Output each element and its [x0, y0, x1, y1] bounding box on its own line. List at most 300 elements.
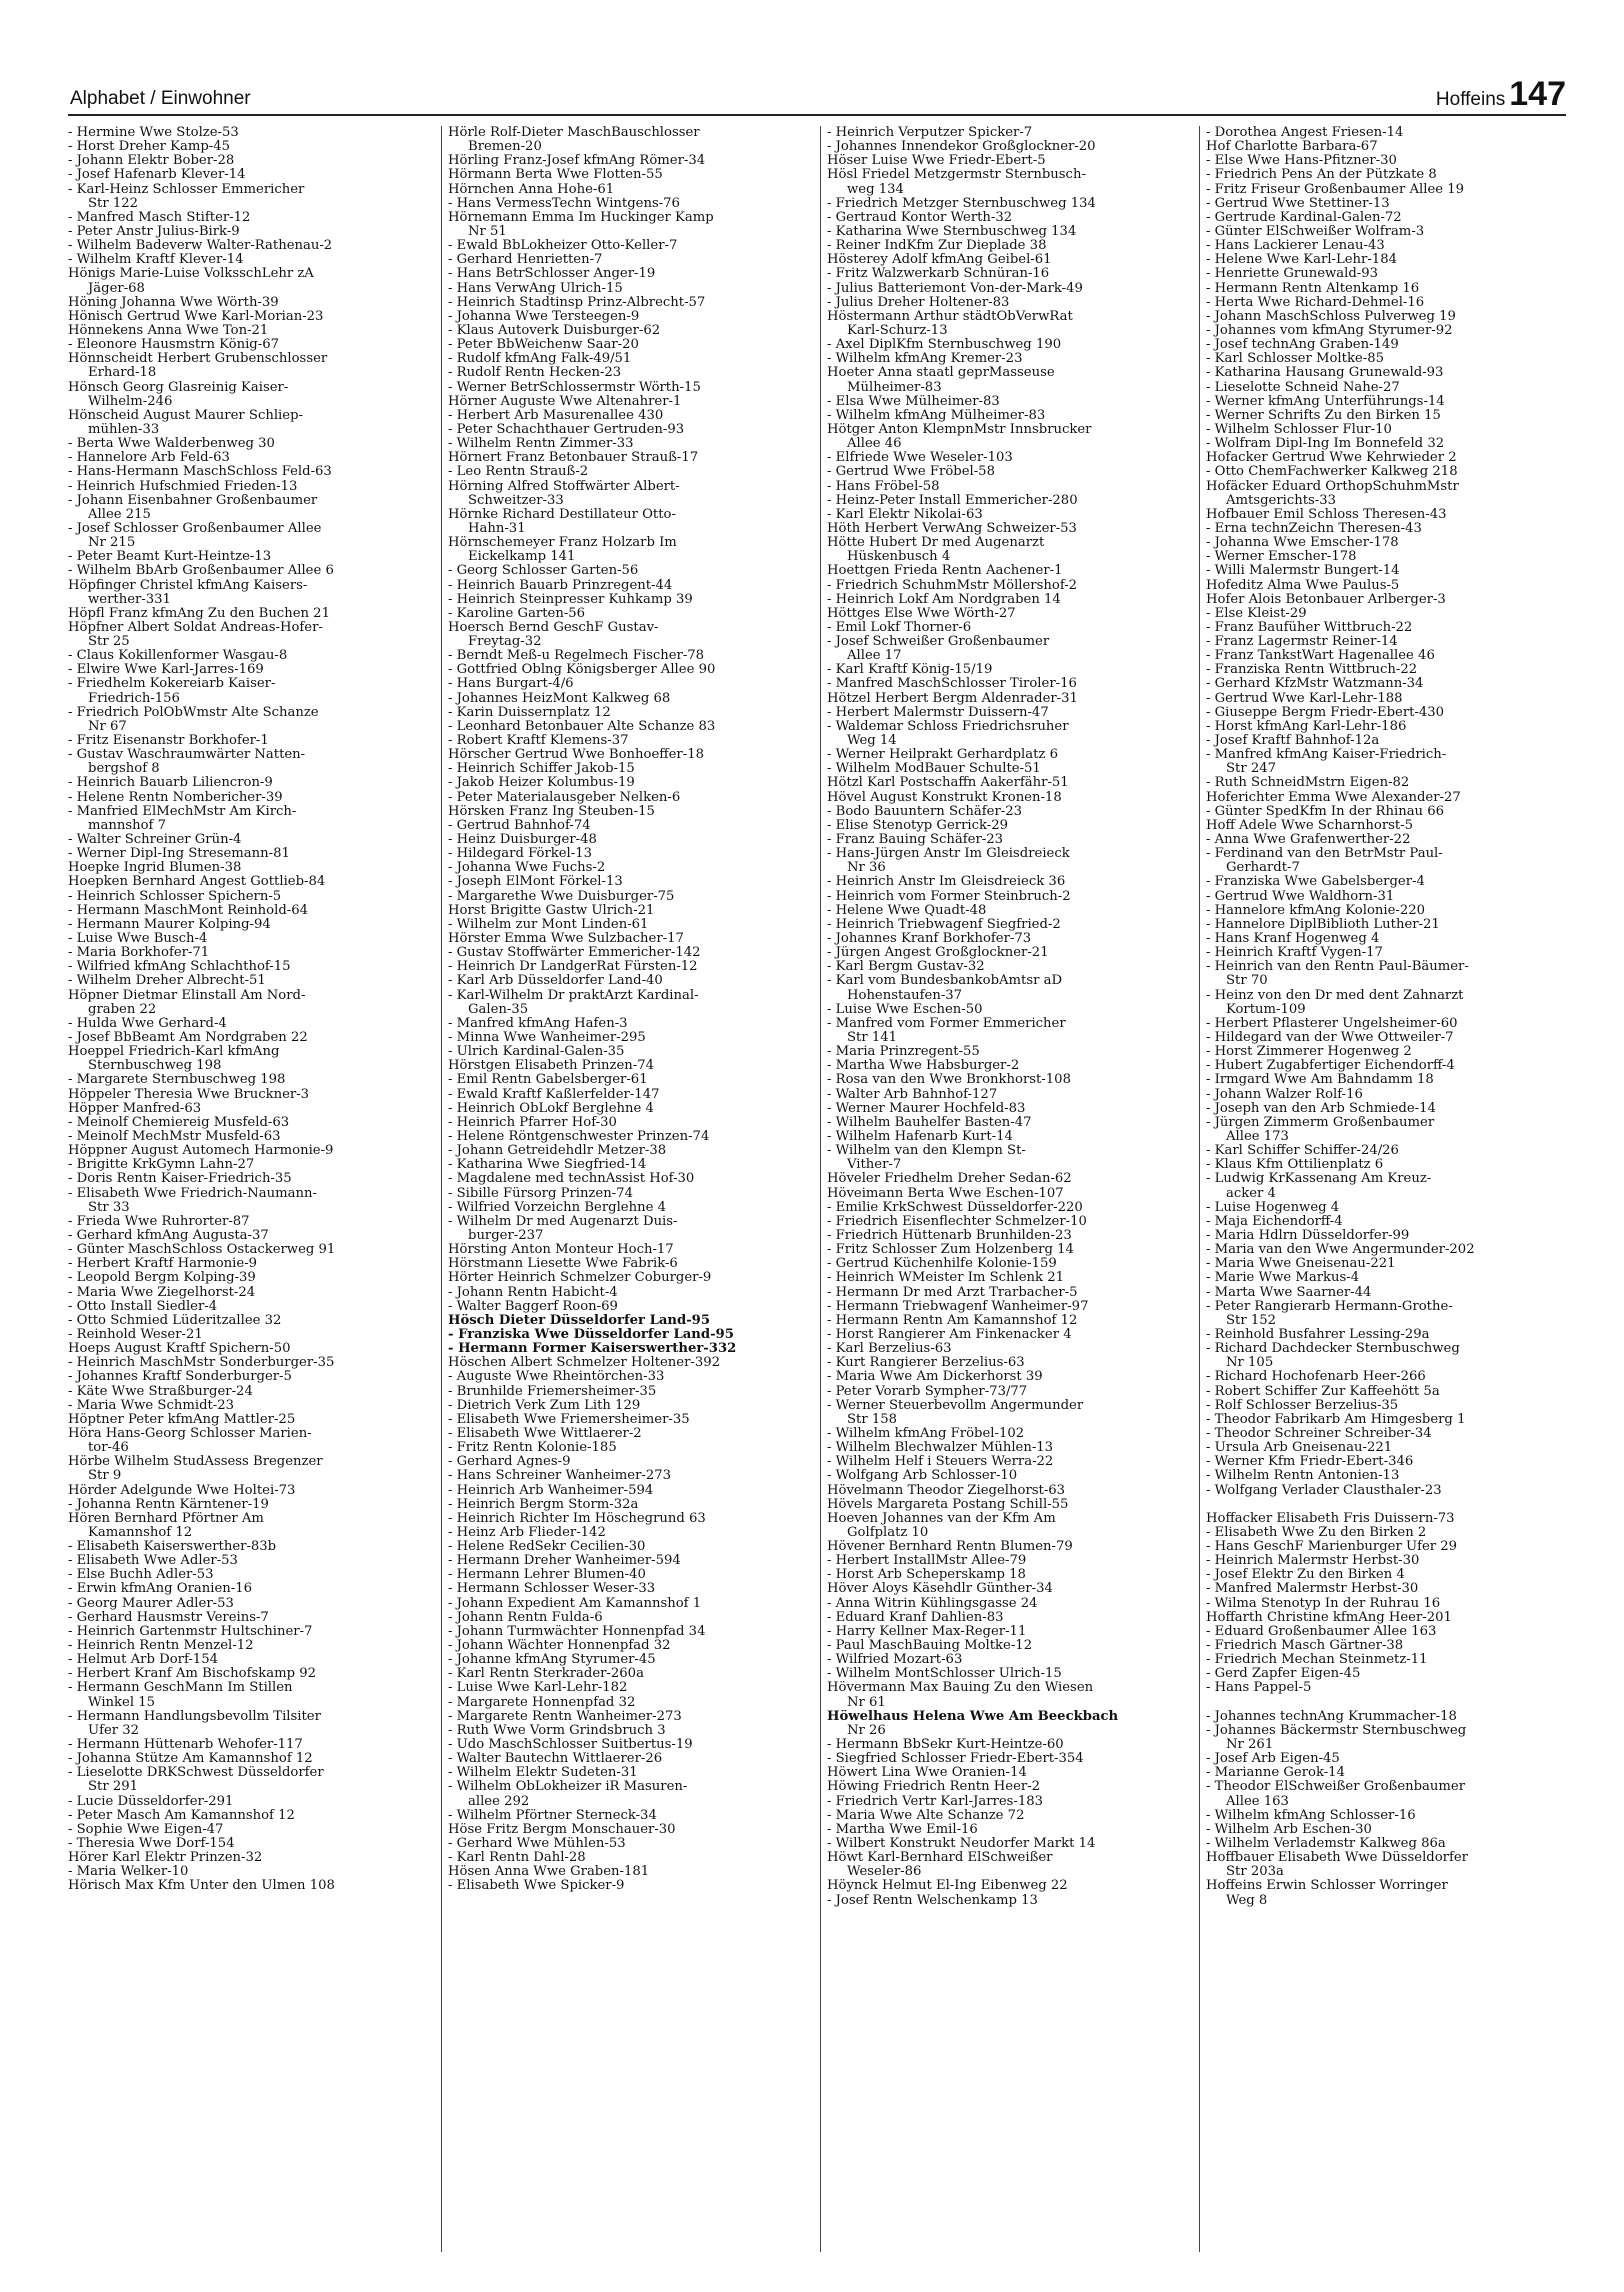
- directory-entry: Hörnke Richard Destillateur Otto-: [448, 507, 676, 522]
- directory-entry: - Hans Pappel-5: [1206, 1681, 1312, 1696]
- directory-entry: - Manfred Malermstr Herbst-30: [1206, 1582, 1419, 1597]
- directory-entry: - Katharina Wwe Sternbuschweg 134: [827, 224, 1077, 239]
- directory-entry: - Heinrich Stadtinsp Prinz-Albrecht-57: [448, 295, 706, 310]
- directory-entry: - Josef Kraftf Bahnhof-12a: [1206, 734, 1380, 749]
- section-title: Alphabet / Einwohner: [70, 88, 251, 109]
- directory-entry: - Margarethe Wwe Duisburger-75: [448, 889, 675, 904]
- directory-entry: - Robert Schiffer Zur Kaffeehött 5a: [1206, 1384, 1440, 1399]
- directory-entry: - Heinz von den Dr med dent Zahnarzt: [1206, 988, 1464, 1003]
- directory-entry: Nr 36: [847, 861, 886, 876]
- directory-entry: - Gertrud Wwe Waldhorn-31: [1206, 889, 1395, 904]
- directory-entry: - Emil Lokf Thorner-6: [827, 620, 972, 635]
- directory-entry: Höver Aloys Käsehdlr Günther-34: [827, 1582, 1053, 1597]
- directory-entry: - Wilhelm Rentn Zimmer-33: [448, 437, 634, 452]
- directory-entry: Höth Herbert VerwAng Schweizer-53: [827, 521, 1077, 536]
- directory-entry: - Gertrud Wwe Stettiner-13: [1206, 196, 1390, 211]
- directory-entry: - Josef Arb Eigen-45: [1206, 1752, 1340, 1767]
- directory-entry: - Karl Bergm Gustav-32: [827, 960, 985, 975]
- directory-entry: - Wolfgang Arb Schlosser-10: [827, 1469, 1018, 1484]
- directory-entry: - Luise Wwe Busch-4: [68, 932, 208, 947]
- directory-entry: - Paul MaschBauing Moltke-12: [827, 1639, 1033, 1654]
- directory-entry: Str 25: [88, 635, 130, 650]
- directory-entry: Hötzel Herbert Bergm Aldenrader-31: [827, 691, 1078, 706]
- directory-entry: Höppner August Automech Harmonie-9: [68, 1144, 334, 1159]
- directory-entry: - Johannes HeizMont Kalkweg 68: [448, 691, 671, 706]
- directory-entry: Hahn-31: [468, 521, 526, 536]
- directory-entry: - Katharina Hausang Grunewald-93: [1206, 366, 1444, 381]
- directory-entry: - Fritz Rentn Kolonie-185: [448, 1441, 617, 1456]
- directory-entry: - Giuseppe Bergm Friedr-Ebert-430: [1206, 705, 1445, 720]
- directory-entry: - Maria Prinzregent-55: [827, 1045, 980, 1060]
- directory-entry: Hörning Alfred Stoffwärter Albert-: [448, 479, 680, 494]
- directory-entry: Höser Luise Wwe Friedr-Ebert-5: [827, 154, 1046, 169]
- directory-entry: - Otto Install Siedler-4: [68, 1299, 218, 1314]
- directory-entry: - Karl vom BundesbankobAmtsr aD: [827, 974, 1063, 989]
- directory-entry: Str 291: [88, 1780, 139, 1795]
- directory-entry: - Elisabeth Wwe Wittlaerer-2: [448, 1426, 642, 1441]
- directory-entry: - Julius Dreher Holtener-83: [827, 295, 1010, 310]
- directory-entry: Nr 67: [88, 719, 127, 734]
- directory-entry: - Wilhelm MontSchlosser Ulrich-15: [827, 1667, 1062, 1682]
- directory-entry: mühlen-33: [88, 422, 160, 437]
- directory-entry: - Friedrich Metzger Sternbuschweg 134: [827, 196, 1096, 211]
- directory-entry: - Franz Baufüher Wittbruch-22: [1206, 620, 1413, 635]
- directory-entry: - Helene Rentn Nombericher-39: [68, 790, 283, 805]
- directory-entry: - Herbert Pflasterer Ungelsheimer-60: [1206, 1016, 1458, 1031]
- directory-entry: - Hermann Hüttenarb Wehofer-117: [68, 1738, 303, 1753]
- directory-entry: - Else Buchh Adler-53: [68, 1568, 214, 1583]
- directory-entry: - Wilhelm ModBauer Schulte-51: [827, 762, 1041, 777]
- directory-entry: - Hermann Handlungsbevollm Tilsiter: [68, 1709, 321, 1724]
- directory-entry: - Gerd Zapfer Eigen-45: [1206, 1667, 1361, 1682]
- directory-entry: Höra Hans-Georg Schlosser Marien-: [68, 1426, 312, 1441]
- directory-entry: - Ulrich Kardinal-Galen-35: [448, 1045, 625, 1060]
- directory-entry: - Maria Wwe Alte Schanze 72: [827, 1808, 1025, 1823]
- directory-entry: Str 122: [88, 196, 139, 211]
- directory-entry: - Frieda Wwe Ruhrorter-87: [68, 1214, 250, 1229]
- directory-entry: Hoeps August Kraftf Spichern-50: [68, 1342, 291, 1357]
- directory-entry: Kortum-109: [1226, 1002, 1306, 1017]
- directory-entry: - Josef Schlosser Großenbaumer Allee: [68, 521, 322, 536]
- directory-entry: - Peter Beamt Kurt-Heintze-13: [68, 550, 272, 565]
- directory-entry: - Werner kfmAng Unterführungs-14: [1206, 394, 1445, 409]
- directory-entry: - Karoline Garten-56: [448, 606, 586, 621]
- directory-entry: - Peter Rangierarb Hermann-Grothe-: [1206, 1299, 1453, 1314]
- directory-entry: allee 292: [468, 1794, 530, 1809]
- directory-entry: - Franz Bauing Schäfer-23: [827, 833, 1003, 848]
- directory-entry: - Helmut Arb Dorf-154: [68, 1653, 218, 1668]
- directory-entry: Höpfl Franz kfmAng Zu den Buchen 21: [68, 606, 330, 621]
- directory-entry: - Theodor Fabrikarb Am Himgesberg 1: [1206, 1412, 1466, 1427]
- directory-entry: - Friedhelm Kokereiarb Kaiser-: [68, 677, 276, 692]
- directory-entry: - Sophie Wwe Eigen-47: [68, 1822, 224, 1837]
- directory-entry: - Herbert Kraftf Harmonie-9: [68, 1257, 258, 1272]
- directory-entry: - Ursula Arb Gneisenau-221: [1206, 1441, 1393, 1456]
- directory-entry: - Wilhelm van den Klempn St-: [827, 1144, 1026, 1159]
- directory-entry: - Karin Duissernplatz 12: [448, 705, 611, 720]
- directory-entry: - Karl-Wilhelm Dr praktArzt Kardinal-: [448, 988, 699, 1003]
- directory-entry: Hörner Auguste Wwe Altenahrer-1: [448, 394, 682, 409]
- directory-entry: Hüskenbusch 4: [847, 550, 951, 565]
- directory-entry: Hövermann Max Bauing Zu den Wiesen: [827, 1681, 1094, 1696]
- directory-entry: - Gerhard KfzMstr Watzmann-34: [1206, 677, 1424, 692]
- directory-entry: - Wilhelm Hafenarb Kurt-14: [827, 1129, 1013, 1144]
- directory-entry: Erhard-18: [88, 366, 157, 381]
- directory-entry: - Hermann Rentn Am Kamannshof 12: [827, 1313, 1078, 1328]
- directory-entry: - Peter BbWeichenw Saar-20: [448, 338, 639, 353]
- directory-entry: Amtsgerichts-33: [1226, 493, 1337, 508]
- directory-entry: - Henriette Grunewald-93: [1206, 267, 1379, 282]
- directory-entry: - Heinrich Malermstr Herbst-30: [1206, 1554, 1420, 1569]
- directory-entry: - Johann Wächter Honnenpfad 32: [448, 1639, 671, 1654]
- directory-entry: - Maria Wwe Am Dickerhorst 39: [827, 1370, 1043, 1385]
- directory-entry: - Elfriede Wwe Weseler-103: [827, 451, 1013, 466]
- directory-entry: Allee 173: [1226, 1129, 1289, 1144]
- directory-entry: Hofer Alois Betonbauer Arlberger-3: [1206, 592, 1446, 607]
- directory-entry: - Rolf Schlosser Berzelius-35: [1206, 1398, 1399, 1413]
- directory-entry: Hoeven Johannes van der Kfm Am: [827, 1511, 1056, 1526]
- directory-entry: - Heinrich Verputzer Spicker-7: [827, 126, 1033, 140]
- directory-entry: Gerhardt-7: [1226, 861, 1300, 876]
- directory-entry: - Heinz-Peter Install Emmericher-280: [827, 493, 1078, 508]
- directory-entry: - Walter Bautechn Wittlaerer-26: [448, 1752, 663, 1767]
- directory-entry: - Hannelore kfmAng Kolonie-220: [1206, 903, 1426, 918]
- directory-entry: - Wilhelm Helf i Steuers Werra-22: [827, 1455, 1054, 1470]
- directory-entry: - Maria van den Wwe Angermunder-202: [1206, 1243, 1475, 1258]
- directory-entry: Höpfinger Christel kfmAng Kaisers-: [68, 578, 308, 593]
- directory-entry: - Herta Wwe Richard-Dehmel-16: [1206, 295, 1425, 310]
- directory-entry: - Heinrich Anstr Im Gleisdreieck 36: [827, 875, 1066, 890]
- directory-entry: Horst Brigitte Gastw Ulrich-21: [448, 903, 655, 918]
- directory-entry: - Maja Eichendorff-4: [1206, 1214, 1343, 1229]
- directory-entry: - Hildegard Förkel-13: [448, 847, 592, 862]
- directory-entry: - Leo Rentn Strauß-2: [448, 465, 589, 480]
- directory-entry: - Brigitte KrkGymn Lahn-27: [68, 1158, 255, 1173]
- directory-entry: weg 134: [847, 182, 904, 197]
- directory-entry: - Minna Wwe Wanheimer-295: [448, 1031, 646, 1045]
- directory-entry: - Karl Schiffer Schiffer-24/26: [1206, 1144, 1399, 1159]
- directory-entry: - Johannes Kranf Borkhofer-73: [827, 932, 1032, 947]
- directory-entry: - Heinrich Bergm Storm-32a: [448, 1497, 639, 1512]
- directory-entry: Hönnekens Anna Wwe Ton-21: [68, 323, 269, 338]
- directory-entry: - Johann Walzer Rolf-16: [1206, 1087, 1363, 1102]
- directory-entry: - Otto ChemFachwerker Kalkweg 218: [1206, 465, 1458, 480]
- directory-entry: - Ferdinand van den BetrMstr Paul-: [1206, 847, 1443, 862]
- directory-entry: - Elisabeth Wwe Friemersheimer-35: [448, 1412, 690, 1427]
- directory-entry: [1206, 1696, 1574, 1710]
- directory-entry: - Axel DiplKfm Sternbuschweg 190: [827, 338, 1062, 353]
- directory-entry: - Marta Wwe Saarner-44: [1206, 1285, 1372, 1300]
- directory-entry: - Reiner IndKfm Zur Dieplade 38: [827, 239, 1047, 254]
- directory-entry: - Hans VerwAng Ulrich-15: [448, 281, 623, 296]
- directory-entry: - Theodor ElSchweißer Großenbaumer: [1206, 1780, 1466, 1795]
- directory-entry: - Heinrich vom Former Steinbruch-2: [827, 889, 1071, 904]
- directory-entry: - Friedrich Mechan Steinmetz-11: [1206, 1653, 1428, 1668]
- directory-entry: - Friedrich SchuhmMstr Möllershof-2: [827, 578, 1078, 593]
- directory-entry: - Josef technAng Graben-149: [1206, 338, 1399, 353]
- directory-entry: - Wilfried kfmAng Schlachthof-15: [68, 960, 291, 975]
- directory-entry: - Horst Dreher Kamp-45: [68, 140, 231, 155]
- directory-column-1: [68, 126, 436, 2252]
- directory-entry: Hövels Margareta Postang Schill-55: [827, 1497, 1069, 1512]
- directory-entry: - Werner Maurer Hochfeld-83: [827, 1101, 1026, 1116]
- directory-entry: Hörisch Max Kfm Unter den Ulmen 108: [68, 1879, 335, 1894]
- directory-columns: [68, 126, 1566, 2252]
- directory-entry: Hören Bernhard Pförtner Am: [68, 1511, 264, 1526]
- directory-entry: - Elisabeth Kaiserswerther-83b: [68, 1540, 277, 1555]
- directory-entry: - Herbert Kranf Am Bischofskamp 92: [68, 1667, 317, 1682]
- directory-entry: - Hans GeschF Marienburger Ufer 29: [1206, 1540, 1458, 1555]
- directory-entry: Str 247: [1226, 762, 1277, 777]
- directory-entry: Höwing Friedrich Rentn Heer-2: [827, 1780, 1041, 1795]
- directory-entry: Höwert Lina Wwe Oranien-14: [827, 1766, 1027, 1781]
- directory-entry: - Luise Wwe Karl-Lehr-182: [448, 1681, 628, 1696]
- directory-entry: - Heinz Duisburger-48: [448, 833, 597, 848]
- directory-column-2: [448, 126, 816, 2252]
- directory-entry: - Günter ElSchweißer Wolfram-3: [1206, 224, 1425, 239]
- directory-entry: - Dorothea Angest Friesen-14: [1206, 126, 1404, 140]
- directory-entry: - Hulda Wwe Gerhard-4: [68, 1016, 227, 1031]
- directory-entry: - Gerhard Henrietten-7: [448, 253, 603, 268]
- directory-entry: - Anna Wwe Grafenwerther-22: [1206, 833, 1411, 848]
- directory-entry: - Wilhelm Bauhelfer Basten-47: [827, 1115, 1032, 1130]
- directory-entry: - Margarete Rentn Wanheimer-273: [448, 1709, 682, 1724]
- directory-entry: burger-237: [468, 1228, 544, 1243]
- directory-entry: - Günter MaschSchloss Ostackerweg 91: [68, 1243, 336, 1258]
- directory-entry: - Richard Dachdecker Sternbuschweg: [1206, 1342, 1460, 1357]
- directory-entry: - Anna Witrin Kühlingsgasse 24: [827, 1596, 1038, 1611]
- directory-entry: - Karl Rentn Sterkrader-260a: [448, 1667, 644, 1682]
- directory-entry: Allee 17: [847, 649, 902, 664]
- directory-entry: - Joseph ElMont Förkel-13: [448, 875, 623, 890]
- directory-entry: - Manfred vom Former Emmericher: [827, 1016, 1066, 1031]
- directory-entry: Höning Johanna Wwe Wörth-39: [68, 295, 279, 310]
- directory-entry: - Franz TankstWart Hagenallee 46: [1206, 649, 1435, 664]
- directory-entry: - Luise Wwe Eschen-50: [827, 1002, 983, 1017]
- directory-entry: - Else Kleist-29: [1206, 606, 1307, 621]
- directory-entry: - Johann Expedient Am Kamannshof 1: [448, 1596, 702, 1611]
- directory-entry: mannshof 7: [88, 818, 167, 833]
- directory-entry: - Georg Maurer Adler-53: [68, 1596, 234, 1611]
- directory-entry: - Hermann Former Kaiserswerther-332: [448, 1342, 737, 1357]
- directory-entry: - Joseph van den Arb Schmiede-14: [1206, 1101, 1436, 1116]
- directory-entry: - Hans VermessTechn Wintgens-76: [448, 196, 680, 211]
- directory-entry: - Erwin kfmAng Oranien-16: [68, 1582, 253, 1597]
- directory-entry: - Heinrich Pfarrer Hof-30: [448, 1115, 617, 1130]
- directory-entry: Jäger-68: [88, 281, 145, 296]
- directory-entry: - Gerhard kfmAng Augusta-37: [68, 1228, 269, 1243]
- directory-entry: - Wilhelm Pförtner Sterneck-34: [448, 1808, 657, 1823]
- directory-entry: - Otto Schmied Lüderitzallee 32: [68, 1313, 282, 1328]
- directory-entry: Hösterey Adolf kfmAng Geibel-61: [827, 253, 1052, 268]
- directory-entry: - Werner Dipl-Ing Stresemann-81: [68, 847, 290, 862]
- directory-entry: - Gottfried Oblng Königsberger Allee 90: [448, 663, 716, 678]
- directory-entry: Hoepken Bernhard Angest Gottlieb-84: [68, 875, 326, 890]
- directory-entry: Nr 61: [847, 1695, 886, 1710]
- directory-entry: - Klaus Kfm Ottilienplatz 6: [1206, 1158, 1384, 1173]
- directory-entry: - Helene Röntgenschwester Prinzen-74: [448, 1129, 710, 1144]
- directory-entry: - Jürgen Angest Großglockner-21: [827, 946, 1049, 961]
- directory-entry: Hörstmann Liesette Wwe Fabrik-6: [448, 1257, 678, 1272]
- directory-entry: Mülheimer-83: [847, 380, 942, 395]
- directory-entry: - Johannes Bäckermstr Sternbuschweg: [1206, 1723, 1467, 1738]
- directory-entry: - Heinrich Triebwagenf Siegfried-2: [827, 917, 1061, 932]
- directory-entry: - Heinrich van den Rentn Paul-Bäumer-: [1206, 960, 1469, 975]
- directory-entry: Hofbauer Emil Schloss Theresen-43: [1206, 507, 1447, 522]
- page-header: [68, 70, 1566, 116]
- directory-entry: - Josef Schweißer Großenbaumer: [827, 635, 1050, 650]
- directory-entry: Hoettgen Frieda Rentn Aachener-1: [827, 564, 1063, 579]
- directory-entry: - Eduard Kranf Dahlien-83: [827, 1610, 1004, 1625]
- directory-entry: - Heinrich Kraftf Vygen-17: [1206, 946, 1383, 961]
- running-head: [1436, 75, 1566, 114]
- directory-entry: - Wilhelm Blechwalzer Mühlen-13: [827, 1441, 1054, 1456]
- directory-entry: - Emil Rentn Gabelsberger-61: [448, 1073, 648, 1088]
- directory-entry: - Hannelore Arb Feld-63: [68, 451, 230, 466]
- directory-entry: - Gertrude Kardinal-Galen-72: [1206, 210, 1402, 225]
- directory-entry: Hofäcker Eduard OrthopSchuhmMstr: [1206, 479, 1459, 494]
- directory-entry: - Katharina Wwe Siegfried-14: [448, 1158, 647, 1173]
- directory-entry: - Wilhelm Kraftf Klever-14: [68, 253, 244, 268]
- directory-entry: - Heinrich Lokf Am Nordgraben 14: [827, 592, 1061, 607]
- directory-entry: Weg 14: [847, 734, 897, 749]
- directory-entry: - Auguste Wwe Rheintörchen-33: [448, 1370, 665, 1385]
- directory-entry: - Hubert Zugabfertiger Eichendorff-4: [1206, 1059, 1455, 1074]
- directory-entry: Höveler Friedhelm Dreher Sedan-62: [827, 1172, 1072, 1187]
- directory-entry: - Hans Burgart-4/6: [448, 677, 574, 692]
- directory-entry: - Margarete Sternbuschweg 198: [68, 1073, 286, 1088]
- directory-entry: Schweitzer-33: [468, 493, 564, 508]
- directory-entry: - Johanna Wwe Fuchs-2: [448, 861, 606, 876]
- directory-entry: - Jürgen Zimmerm Großenbaumer: [1206, 1115, 1435, 1130]
- directory-entry: Allee 46: [847, 437, 902, 452]
- directory-entry: Höptner Peter kfmAng Mattler-25: [68, 1412, 296, 1427]
- directory-entry: - Josef BbBeamt Am Nordgraben 22: [68, 1031, 308, 1045]
- directory-entry: [1206, 1498, 1574, 1512]
- directory-entry: Hoepke Ingrid Blumen-38: [68, 861, 242, 876]
- directory-entry: - Wilhelm kfmAng Fröbel-102: [827, 1426, 1025, 1441]
- directory-entry: - Franz Lagermstr Reiner-14: [1206, 635, 1398, 650]
- directory-entry: - Lieselotte DRKSchwest Düsseldorfer: [68, 1766, 324, 1781]
- directory-entry: - Gerhard Hausmstr Vereins-7: [68, 1610, 269, 1625]
- directory-entry: - Karl Rentn Dahl-28: [448, 1851, 586, 1866]
- directory-entry: - Heinrich Dr LandgerRat Fürsten-12: [448, 960, 698, 975]
- directory-entry: - Horst kfmAng Karl-Lehr-186: [1206, 719, 1407, 734]
- directory-entry: - Gerhard Wwe Mühlen-53: [448, 1837, 626, 1852]
- directory-entry: - Berta Wwe Walderbenweg 30: [68, 437, 275, 452]
- directory-entry: - Waldemar Schloss Friedrichsruher: [827, 719, 1069, 734]
- directory-entry: - Helene Wwe Karl-Lehr-184: [1206, 253, 1397, 268]
- directory-entry: - Hermine Wwe Stolze-53: [68, 126, 239, 140]
- directory-entry: - Franziska Wwe Gabelsberger-4: [1206, 875, 1425, 890]
- directory-entry: Hoersch Bernd GeschF Gustav-: [448, 620, 659, 635]
- directory-entry: - Maria Wwe Schmidt-23: [68, 1398, 235, 1413]
- directory-entry: Freytag-32: [468, 635, 542, 650]
- directory-entry: - Helene RedSekr Cecilien-30: [448, 1540, 646, 1555]
- directory-entry: - Marie Wwe Markus-4: [1206, 1271, 1360, 1286]
- directory-entry: Nr 105: [1226, 1356, 1274, 1371]
- directory-entry: - Johanne kfmAng Styrumer-45: [448, 1653, 656, 1668]
- directory-entry: Hösch Dieter Düsseldorfer Land-95: [448, 1313, 711, 1328]
- directory-entry: - Gertrud Wwe Karl-Lehr-188: [1206, 691, 1403, 706]
- directory-entry: - Wilfried Vorzeichn Berglehne 4: [448, 1200, 666, 1215]
- directory-entry: Hoffbauer Elisabeth Wwe Düsseldorfer: [1206, 1851, 1468, 1866]
- directory-entry: - Walter Arb Bahnhof-127: [827, 1087, 998, 1102]
- directory-entry: - Elisabeth Wwe Spicker-9: [448, 1879, 625, 1894]
- directory-entry: - Wilhelm Badeverw Walter-Rathenau-2: [68, 239, 333, 254]
- directory-entry: - Heinrich Richter Im Höschegrund 63: [448, 1511, 706, 1526]
- directory-entry: - Johann MaschSchloss Pulverweg 19: [1206, 309, 1456, 324]
- directory-entry: - Manfred kfmAng Hafen-3: [448, 1016, 628, 1031]
- directory-entry: - Karl Berzelius-63: [827, 1342, 952, 1357]
- directory-entry: - Johanna Rentn Kärntener-19: [68, 1497, 269, 1512]
- directory-entry: - Wilhelm Verlademstr Kalkweg 86a: [1206, 1837, 1446, 1852]
- directory-entry: Golfplatz 10: [847, 1525, 929, 1540]
- directory-entry: - Peter Anstr Julius-Birk-9: [68, 224, 240, 239]
- directory-entry: - Elsa Wwe Mülheimer-83: [827, 394, 1000, 409]
- directory-entry: - Rudolf Rentn Hecken-23: [448, 366, 622, 381]
- directory-entry: Nr 261: [1226, 1738, 1274, 1753]
- directory-entry: - Fritz Schlosser Zum Holzenberg 14: [827, 1243, 1074, 1258]
- directory-entry: - Josef Elektr Zu den Birken 4: [1206, 1568, 1405, 1583]
- directory-entry: Kamannshof 12: [88, 1525, 193, 1540]
- directory-entry: - Julius Batteriemont Von-der-Mark-49: [827, 281, 1083, 296]
- directory-entry: - Franziska Wwe Düsseldorfer Land-95: [448, 1327, 734, 1342]
- directory-entry: - Elwire Wwe Karl-Jarres-169: [68, 663, 264, 678]
- directory-entry: Eickelkamp 141: [468, 550, 576, 565]
- directory-entry: - Johann Elektr Bober-28: [68, 154, 235, 169]
- directory-entry: - Maria Hdlrn Düsseldorfer-99: [1206, 1228, 1410, 1243]
- directory-entry: Hötte Hubert Dr med Augenarzt: [827, 536, 1045, 551]
- directory-entry: Höpper Manfred-63: [68, 1101, 202, 1116]
- directory-entry: Hörnemann Emma Im Huckinger Kamp: [448, 210, 714, 225]
- directory-entry: - Wilhelm Dr med Augenarzt Duis-: [448, 1214, 678, 1229]
- directory-entry: Hofacker Gertrud Wwe Kehrwieder 2: [1206, 451, 1457, 466]
- directory-entry: - Heinrich Hufschmied Frieden-13: [68, 479, 298, 494]
- directory-entry: Winkel 15: [88, 1695, 156, 1710]
- directory-entry: - Hans-Hermann MaschSchloss Feld-63: [68, 465, 332, 480]
- directory-entry: Str 33: [88, 1200, 130, 1215]
- directory-entry: - Ludwig KrKassenang Am Kreuz-: [1206, 1172, 1432, 1187]
- directory-entry: - Wilhelm kfmAng Kremer-23: [827, 352, 1023, 367]
- directory-entry: - Hans Schreiner Wanheimer-273: [448, 1469, 672, 1484]
- directory-entry: - Erna technZeichn Theresen-43: [1206, 521, 1422, 536]
- directory-entry: - Hermann GeschMann Im Stillen: [68, 1681, 293, 1696]
- directory-entry: - Hans-Jürgen Anstr Im Gleisdreieck: [827, 847, 1070, 862]
- directory-entry: Hörling Franz-Josef kfmAng Römer-34: [448, 154, 706, 169]
- directory-entry: - Hermann Schlosser Weser-33: [448, 1582, 656, 1597]
- directory-entry: Hörnschemeyer Franz Holzarb Im: [448, 536, 677, 551]
- directory-entry: - Peter Schachthauer Gertruden-93: [448, 422, 685, 437]
- directory-entry: - Heinrich Arb Wanheimer-594: [448, 1483, 654, 1498]
- directory-entry: - Werner Schrifts Zu den Birken 15: [1206, 408, 1441, 423]
- directory-entry: - Werner Emscher-178: [1206, 550, 1357, 565]
- directory-entry: - Friedrich Eisenflechter Schmelzer-10: [827, 1214, 1087, 1229]
- directory-entry: - Heinrich ObLokf Berglehne 4: [448, 1101, 654, 1116]
- directory-entry: Wilhelm-246: [88, 394, 173, 409]
- directory-entry: Allee 163: [1226, 1794, 1289, 1809]
- directory-entry: - Wilfried Mozart-63: [827, 1653, 963, 1668]
- directory-entry: Hörster Emma Wwe Sulzbacher-17: [448, 932, 684, 947]
- directory-entry: Höwt Karl-Bernhard ElSchweißer: [827, 1851, 1053, 1866]
- directory-entry: Hoff Adele Wwe Scharnhorst-5: [1206, 818, 1414, 833]
- directory-entry: - Herbert InstallMstr Allee-79: [827, 1554, 1027, 1569]
- directory-entry: - Gertraud Kontor Werth-32: [827, 210, 1013, 225]
- directory-entry: - Werner BetrSchlossermstr Wörth-15: [448, 380, 701, 395]
- directory-entry: - Martha Wwe Emil-16: [827, 1822, 978, 1837]
- directory-entry: - Rudolf kfmAng Falk-49/51: [448, 352, 632, 367]
- directory-entry: Hoeter Anna staatl geprMasseuse: [827, 366, 1055, 381]
